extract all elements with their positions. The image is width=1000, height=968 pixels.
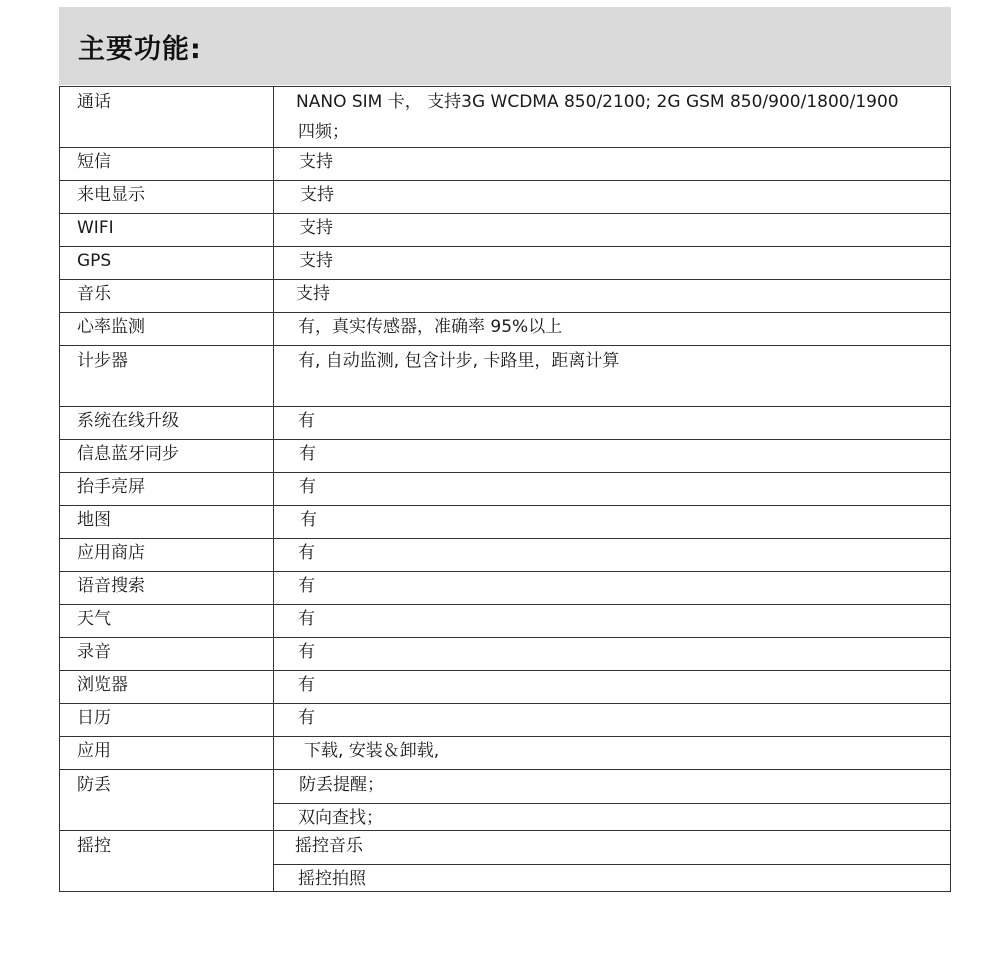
table-row bbox=[60, 704, 951, 737]
feature-value: 有 bbox=[274, 638, 951, 671]
feature-value-line: 双向查找； bbox=[298, 808, 383, 828]
feature-label: 防丢 bbox=[60, 770, 274, 831]
table-row bbox=[60, 572, 951, 605]
feature-value: 支持 bbox=[274, 148, 951, 181]
feature-label: 语音搜索 bbox=[60, 572, 274, 605]
feature-value-line: NANO SIM 卡， 支持3G WCDMA 850/2100; 2G GSM 850/900/1800/1900 bbox=[296, 92, 899, 112]
table-row bbox=[60, 407, 951, 440]
feature-label: 录音 bbox=[60, 638, 274, 671]
feature-label: 应用 bbox=[60, 737, 274, 770]
table-row bbox=[60, 506, 951, 539]
feature-value: 有 bbox=[274, 440, 951, 473]
feature-table bbox=[59, 86, 951, 892]
feature-value bbox=[274, 770, 951, 831]
table-row bbox=[60, 638, 951, 671]
feature-value: 有 bbox=[274, 605, 951, 638]
feature-value: 有 bbox=[274, 506, 951, 539]
feature-label: 音乐 bbox=[60, 280, 274, 313]
feature-value-line: 防丢提醒； bbox=[274, 774, 950, 804]
feature-label: 天气 bbox=[60, 605, 274, 638]
feature-value: 支持 bbox=[274, 247, 951, 280]
feature-value: 有 bbox=[274, 407, 951, 440]
feature-label: 来电显示 bbox=[60, 181, 274, 214]
feature-label: 应用商店 bbox=[60, 539, 274, 572]
feature-label: 计步器 bbox=[60, 346, 274, 407]
table-row bbox=[60, 473, 951, 506]
table-row bbox=[60, 346, 951, 407]
feature-label: GPS bbox=[60, 247, 274, 280]
table-row bbox=[60, 181, 951, 214]
feature-value: 有 bbox=[274, 572, 951, 605]
feature-label: 心率监测 bbox=[60, 313, 274, 346]
table-row bbox=[60, 539, 951, 572]
table-row bbox=[60, 605, 951, 638]
table-row bbox=[60, 671, 951, 704]
section-title: 主要功能: bbox=[78, 34, 202, 65]
feature-value-line: 摇控音乐 bbox=[274, 835, 950, 865]
feature-label: 信息蓝牙同步 bbox=[60, 440, 274, 473]
feature-label: 日历 bbox=[60, 704, 274, 737]
feature-value: 有，真实传感器，准确率 95%以上 bbox=[274, 313, 951, 346]
feature-label: 通话 bbox=[60, 87, 274, 148]
table-row bbox=[60, 280, 951, 313]
feature-value: 支持 bbox=[274, 214, 951, 247]
table-row bbox=[60, 214, 951, 247]
feature-value-line: 四频； bbox=[298, 122, 349, 142]
feature-panel bbox=[59, 7, 951, 889]
table-row bbox=[60, 770, 951, 831]
feature-label: 短信 bbox=[60, 148, 274, 181]
feature-value: 有, 自动监测, 包含计步, 卡路里，距离计算 bbox=[274, 346, 951, 407]
feature-value bbox=[274, 87, 951, 148]
feature-value: 有 bbox=[274, 704, 951, 737]
feature-value-line: 摇控拍照 bbox=[298, 869, 366, 889]
section-header bbox=[59, 7, 951, 85]
feature-value bbox=[274, 831, 951, 892]
table-row bbox=[60, 148, 951, 181]
feature-label: 摇控 bbox=[60, 831, 274, 892]
feature-label: 系统在线升级 bbox=[60, 407, 274, 440]
feature-label: 地图 bbox=[60, 506, 274, 539]
feature-label: WIFI bbox=[60, 214, 274, 247]
feature-value: 有 bbox=[274, 671, 951, 704]
table-row bbox=[60, 737, 951, 770]
feature-label: 抬手亮屏 bbox=[60, 473, 274, 506]
feature-value: 支持 bbox=[274, 181, 951, 214]
table-row bbox=[60, 831, 951, 892]
table-row bbox=[60, 440, 951, 473]
feature-value: 有 bbox=[274, 473, 951, 506]
feature-value: 支持 bbox=[274, 280, 951, 313]
feature-label: 浏览器 bbox=[60, 671, 274, 704]
table-row bbox=[60, 313, 951, 346]
feature-value: 下载, 安装＆卸载, bbox=[274, 737, 951, 770]
table-row bbox=[60, 87, 951, 148]
feature-value: 有 bbox=[274, 539, 951, 572]
table-row bbox=[60, 247, 951, 280]
